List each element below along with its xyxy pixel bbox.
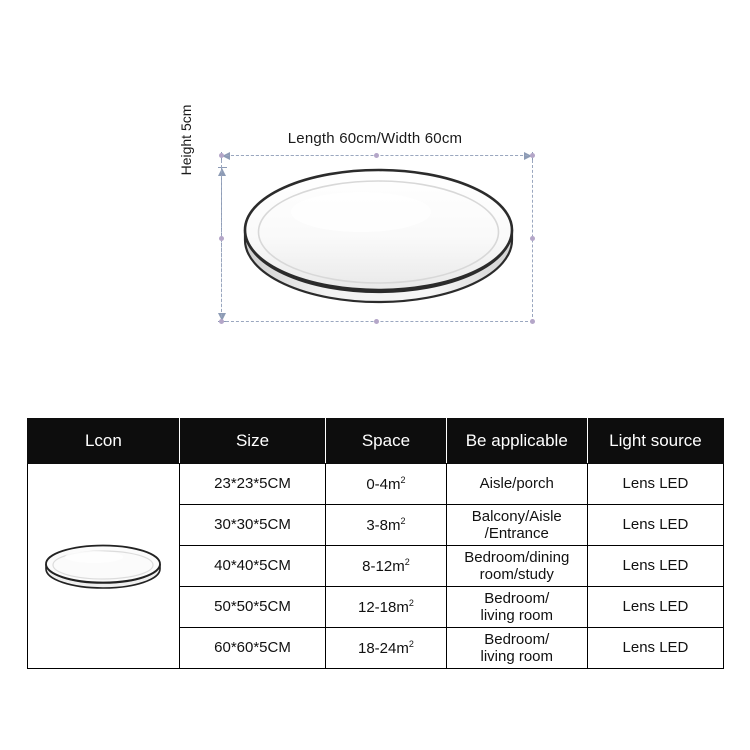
applicable-line-1: Bedroom/: [484, 630, 550, 648]
applicable-line-1: Bedroom/dining: [464, 548, 570, 566]
cell-light-source: Lens LED: [587, 464, 723, 505]
cell-space: [326, 464, 446, 505]
applicable-line-1: Bedroom/: [484, 589, 550, 607]
corner-handle-top-left: [219, 153, 224, 158]
space-value: 8-12: [362, 557, 393, 575]
cell-size: 60*60*5CM: [179, 628, 326, 669]
applicable-line-2: room/study: [479, 566, 554, 583]
space-exponent: 2: [408, 638, 414, 649]
cell-light-source: Lens LED: [587, 628, 723, 669]
corner-handle-middle-left: [219, 236, 224, 241]
column-header-icon: Lcon: [28, 419, 180, 464]
space-value: 12-18: [358, 598, 397, 616]
cell-applicable: [446, 546, 587, 587]
ceiling-lamp-illustration: [243, 168, 514, 308]
applicable-line-2: /Entrance: [484, 525, 549, 542]
cell-applicable: [446, 628, 587, 669]
applicable-line-1: Balcony/Aisle: [471, 507, 562, 525]
corner-handle-top-center: [374, 153, 379, 158]
cell-applicable: Aisle/porch: [446, 464, 587, 505]
cell-light-source: Lens LED: [587, 587, 723, 628]
corner-handle-bottom-right: [530, 319, 535, 324]
table-header-row: [28, 419, 724, 464]
product-thumbnail-cell: [28, 464, 180, 669]
column-header-space: Space: [326, 419, 446, 464]
space-exponent: 2: [400, 474, 406, 485]
top-dimension-label: Length 60cm/Width 60cm: [287, 130, 463, 147]
space-unit: m: [388, 516, 401, 534]
side-dimension-label: Height 5cm: [178, 104, 194, 176]
column-header-applicable: Be applicable: [446, 419, 587, 464]
space-value: 0-4: [366, 475, 389, 493]
space-exponent: 2: [400, 515, 406, 526]
cell-light-source: Lens LED: [587, 546, 723, 587]
space-unit: m: [388, 475, 401, 493]
specification-table: [27, 418, 724, 669]
corner-handle-middle-right: [530, 236, 535, 241]
cell-applicable: [446, 587, 587, 628]
cell-space: [326, 628, 446, 669]
space-value: 3-8: [366, 516, 389, 534]
applicable-line-2: living room: [480, 648, 554, 665]
corner-handle-bottom-left: [219, 319, 224, 324]
column-header-size: Size: [179, 419, 326, 464]
table-row: [28, 464, 724, 505]
space-exponent: 2: [408, 597, 414, 608]
cell-light-source: Lens LED: [587, 505, 723, 546]
cell-applicable: [446, 505, 587, 546]
space-unit: m: [392, 557, 405, 575]
corner-handle-top-right: [530, 153, 535, 158]
space-value: 18-24: [358, 639, 397, 657]
corner-handle-bottom-center: [374, 319, 379, 324]
space-exponent: 2: [404, 556, 410, 567]
cell-space: [326, 546, 446, 587]
cell-size: 23*23*5CM: [179, 464, 326, 505]
cell-space: [326, 505, 446, 546]
applicable-line-2: living room: [480, 607, 554, 624]
cell-space: [326, 587, 446, 628]
cell-size: 50*50*5CM: [179, 587, 326, 628]
space-unit: m: [396, 639, 409, 657]
column-header-light-source: Light source: [587, 419, 723, 464]
cell-size: 30*30*5CM: [179, 505, 326, 546]
cell-size: 40*40*5CM: [179, 546, 326, 587]
space-unit: m: [396, 598, 409, 616]
